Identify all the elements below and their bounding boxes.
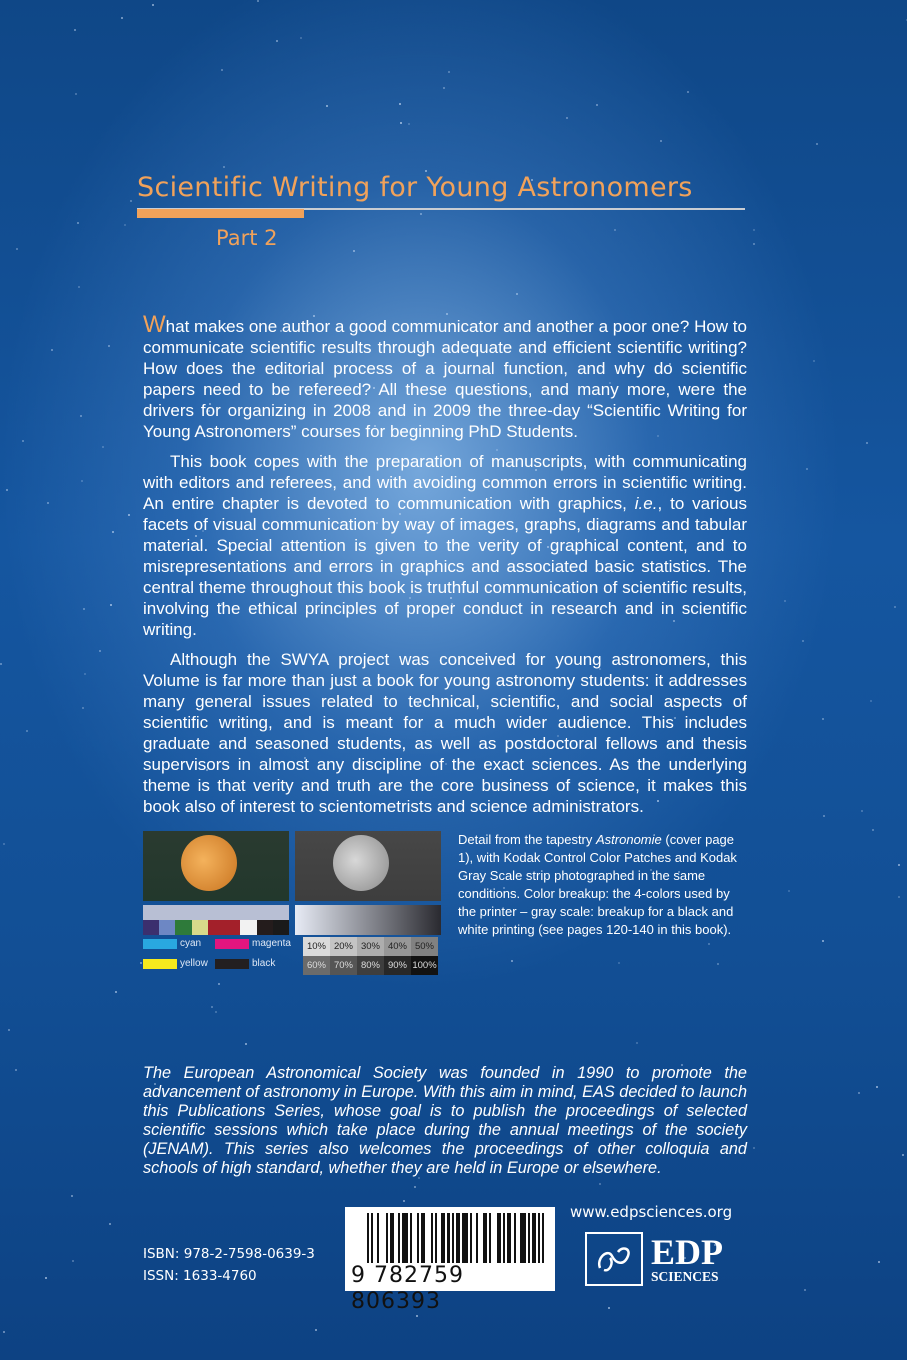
star [315,1329,317,1331]
star [15,1069,17,1071]
star [124,224,126,226]
color-swatch-label: cyan [180,938,202,949]
star [152,4,154,6]
tapestry-figure [143,831,448,976]
star [223,166,225,168]
initial-letter: W [143,311,166,338]
figure-row [143,831,747,976]
star [753,229,755,231]
star [898,864,900,866]
star [400,122,402,124]
star [72,1260,74,1262]
caption-text: (cover page 1), with Kodak Control Color Patches and Kodak Gray Scale strip photographed in the same conditions. Color breakup: the 4-colors used by the printer – gray scale: breakup for a black and white printing (see pages 120-140 in this book). [458,832,737,938]
star [71,1195,73,1197]
color-patches [143,920,289,935]
star [80,415,82,417]
star [3,1331,5,1333]
star [687,91,689,93]
star [108,345,110,347]
gray-patch: 20% [330,937,357,956]
star [128,514,130,516]
star [300,37,302,39]
star [45,1277,47,1279]
star [221,69,223,71]
star [784,600,786,602]
star [109,1223,111,1225]
gray-patch: 60% [303,956,330,975]
star [876,1086,878,1088]
star [858,1092,860,1094]
color-swatch-cyan [143,939,177,949]
gray-scale-grid [303,937,438,975]
star [599,1183,601,1185]
star [102,446,104,448]
star [74,29,76,31]
star [660,140,662,142]
star [326,105,328,107]
tapestry-color-image [143,831,289,901]
star [26,730,28,732]
star [866,442,868,444]
star [443,87,445,89]
main-column [143,311,747,1178]
gray-patch: 80% [357,956,384,975]
gray-patch: 70% [330,956,357,975]
star [3,843,5,845]
paragraph-text: This book copes with the preparation of manuscripts, with communicating with editors and referees, and with avoiding common errors in scientific writing. An entire chapter is devoted to communication with graphics, [143,452,747,513]
gray-patch: 90% [384,956,411,975]
color-swatch-yellow [143,959,177,969]
star [414,1186,416,1188]
eas-description: The European Astronomical Society was founded in 1990 to promote the advancement of astronomy in Europe. With this aim in mind, EAS decided to launch this Publications Series, whose goal is to publish the proceedings of selected scientific sessions which take place during the annual meetings of the society (JENAM). This series also welcomes the proceedings of other colloquia and schools of high standard, whether they are held in Europe or elsewhere. [143,1064,747,1177]
star [802,640,804,642]
paragraph-emphasis: i.e. [634,494,658,513]
edp-swirl-icon [585,1232,643,1286]
publisher-name: EDP [651,1232,723,1273]
star [823,815,825,817]
gray-patch: 30% [357,937,384,956]
publisher-url[interactable]: www.edpsciences.org [570,1203,733,1221]
star [753,1147,755,1149]
gray-patch: 50% [411,937,438,956]
star [75,93,77,95]
moon-face [333,835,389,891]
figure-caption [458,831,747,976]
star [6,489,8,491]
star [115,991,117,993]
moon-face [181,835,237,891]
paragraph-text: hat makes one author a good communicator and another a poor one? How to communicate scientific results through adequate and efficient scientific writing? How does the editorial process of a journal function, and why do scientific papers need to be refereed? All these questions, and many more, were the drivers for organizing in 2008 and in 2009 the three-day “Scientific Writing for Young Astronomers” courses for beginning PhD Students. [143,317,747,441]
star [420,213,422,215]
star [83,608,85,610]
star [257,0,259,2]
star [753,243,755,245]
star [894,606,896,608]
star [788,890,790,892]
star [78,286,80,288]
star [822,718,824,720]
star [81,480,83,482]
gray-patch: 40% [384,937,411,956]
star [822,940,824,942]
color-swatch-label: magenta [252,938,291,949]
star [121,17,123,19]
tapestry-gray-image [295,831,441,901]
star [77,222,79,224]
star [0,663,2,665]
star [878,1261,880,1263]
paragraph-text: , to various facets of visual communication by way of images, graphs, diagrams and tabular material. Special attention is given to the verity of graphical content, and to misrepresentations and errors in graphics and associated basic statistics. The central theme throughout this book is truthful communication of scientific results, involving the ethical principles of proper conduct in research and in scientific writing. [143,494,747,639]
star [608,1307,610,1309]
barcode-number: 9 782759 806393 [351,1263,464,1314]
isbn: ISBN: 978-2-7598-0639-3 [143,1246,315,1262]
star [902,1154,904,1156]
star [84,673,86,675]
star [566,117,568,119]
star [82,707,84,709]
star [448,71,450,73]
barcode-bars [367,1213,547,1263]
publisher-subname: SCIENCES [651,1269,719,1285]
star [898,896,900,898]
part-label: Part 2 [216,226,278,250]
barcode [345,1207,555,1314]
paragraph-content [143,451,747,640]
star [416,1315,418,1317]
color-swatch-label: black [252,958,276,969]
star [140,962,142,964]
star [408,123,410,125]
star [8,1029,10,1031]
paragraph-audience: Although the SWYA project was conceived for young astronomers, this Volume is far more than just a book for young astronomy students: it addresses many general issues related to technical, scientific, and social aspects of scientific writing, and is meant for a much wider audience. This includes graduate and seasoned students, as well as postdoctoral fellows and thesis supervisors in almost any discipline of the exact sciences. As the underlying theme is that verity and truth are the core business of science, it makes this book also of interest to scientometrists and science administrators. [143,650,747,816]
star [516,293,518,295]
star [403,1200,405,1202]
star [596,104,598,106]
color-swatch-black [215,959,249,969]
book-title: Scientific Writing for Young Astronomers [137,172,693,203]
gray-patch: 10% [303,937,330,956]
star [872,829,874,831]
publisher-logo [585,1232,723,1286]
barcode-bar [544,1213,546,1263]
star [112,531,114,533]
star [870,700,872,702]
color-swatch-magenta [215,939,249,949]
star [276,40,278,42]
caption-emphasis: Astronomie [596,832,662,847]
gray-patch: 100% [411,956,438,975]
star [614,229,616,231]
star [47,502,49,504]
star [816,143,818,145]
star [110,604,112,606]
star [99,650,101,652]
title-accent-bar [137,209,304,218]
star [353,250,355,252]
star [22,440,24,442]
issn: ISSN: 1633-4760 [143,1268,257,1284]
color-swatch-label: yellow [180,958,208,969]
star [806,468,808,470]
star [861,810,863,812]
star [16,248,18,250]
caption-text: Detail from the tapestry [458,832,596,847]
star [51,349,53,351]
paragraph-intro [143,311,747,442]
star [813,360,815,362]
star [130,200,132,202]
kodak-gray-strip [295,905,441,935]
star [399,103,401,105]
star [804,1289,806,1291]
